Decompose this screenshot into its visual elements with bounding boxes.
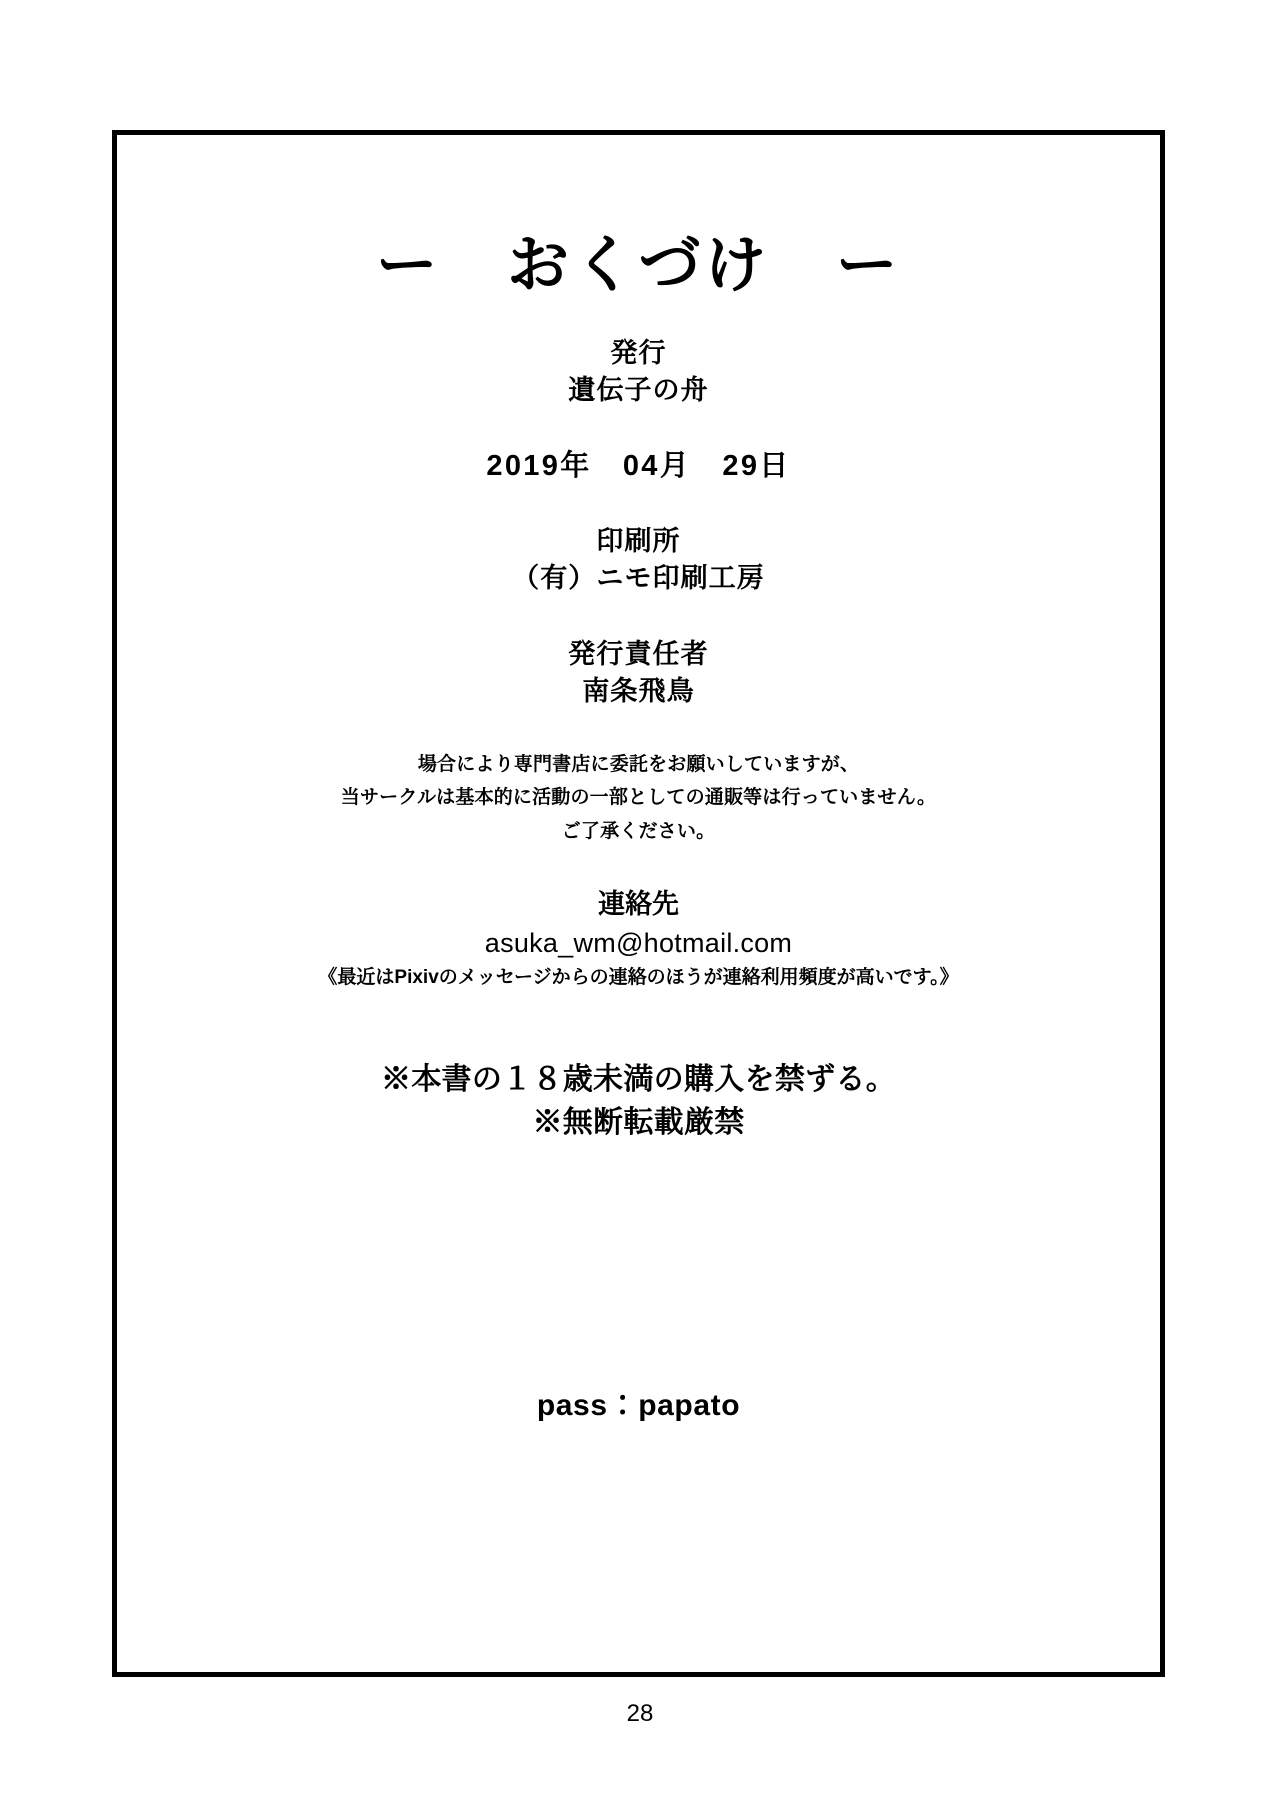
printer-block [117, 523, 1160, 598]
printer-name: （有）ニモ印刷工房 [512, 563, 765, 594]
responsible-name: 南条飛鳥 [582, 675, 695, 706]
contact-label: 連絡先 [598, 888, 679, 919]
colophon-content [117, 135, 1160, 1144]
colophon-frame [112, 130, 1165, 1677]
responsible-label: 発行責任者 [568, 638, 709, 669]
notice-line-3: ご了承ください。 [561, 820, 716, 842]
age-warning-block [117, 1059, 1160, 1144]
distribution-notice [117, 748, 1160, 848]
printer-label: 印刷所 [596, 526, 681, 557]
page-title: ー おくづけ ー [375, 231, 902, 300]
publisher-block [117, 335, 1160, 410]
publisher-label: 発行 [610, 338, 667, 368]
page-number: 28 [626, 1700, 654, 1727]
responsible-person-block [117, 636, 1160, 711]
pass-text: pass：papato [536, 1389, 741, 1422]
contact-email[interactable]: asuka_wm@hotmail.com [484, 927, 793, 958]
warning-line-1: ※本書の１８歳未満の購入を禁ずる。 [380, 1063, 897, 1097]
publisher-name: 遺伝子の舟 [568, 375, 709, 406]
notice-line-2: 当サークルは基本的に活動の一部としての通販等は行っていません。 [340, 787, 937, 809]
contact-note: 《最近はPixivのメッセージからの連絡のほうが連絡利用頻度が高いです。》 [318, 966, 959, 988]
contact-block [117, 886, 1160, 993]
notice-line-1: 場合により専門書店に委託をお願いしていますが、 [417, 754, 860, 776]
publication-date-block [117, 448, 1160, 486]
warning-line-2: ※無断転載厳禁 [532, 1105, 745, 1139]
publication-date: 2019年 04月 29日 [486, 449, 791, 482]
